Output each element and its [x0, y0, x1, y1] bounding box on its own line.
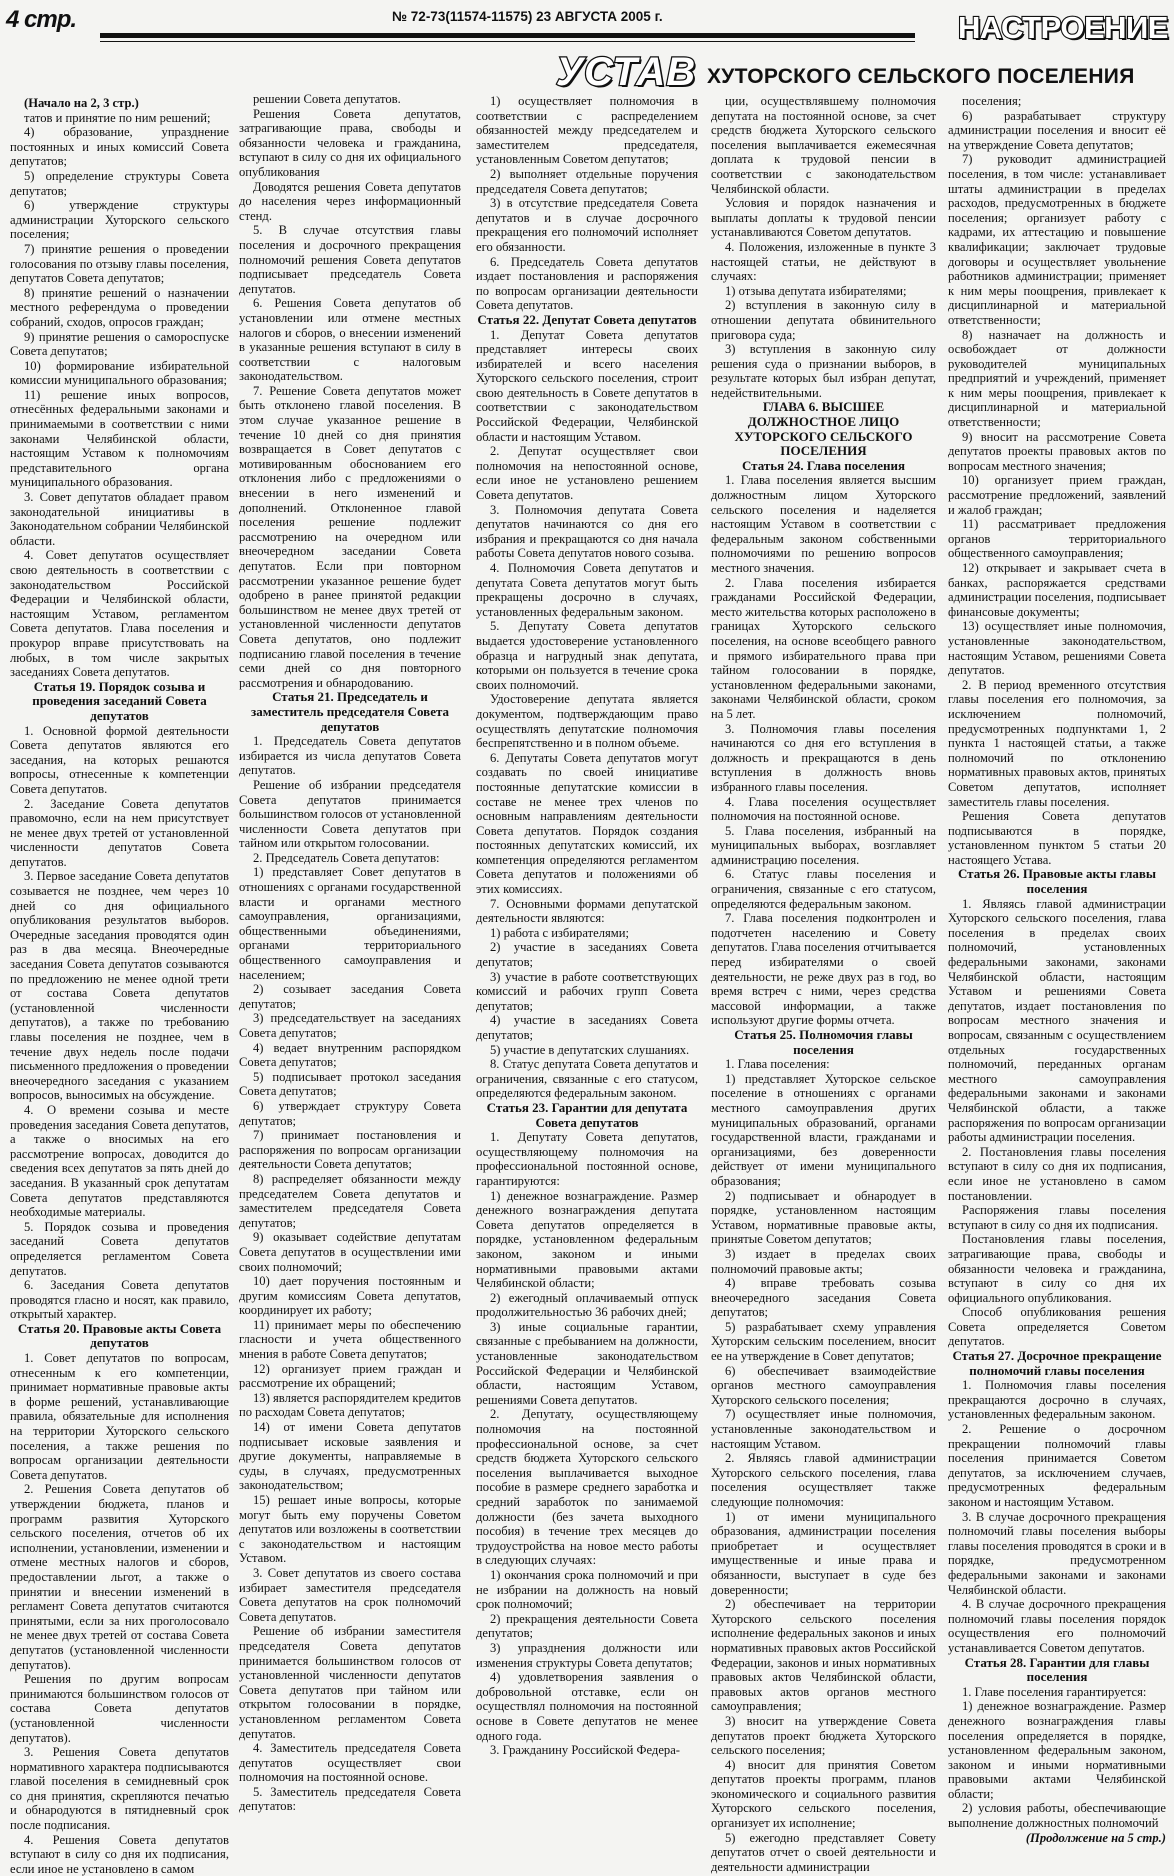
paragraph: 2) выполняет отдельные поручения председателя Совета депутатов;	[476, 166, 698, 196]
paragraph: 1) отзыва депутата избирателями;	[725, 283, 907, 298]
paragraph: 9) вносит на рассмотрение Совета депутатов проекты правовых актов по вопросам местного значения;	[948, 429, 1166, 473]
paragraph: поселения;	[962, 94, 1022, 108]
paragraph: Решения по другим вопросам принимаются большинством голосов от состава Совета депутатов (установленной численности депутатов).	[10, 1672, 229, 1745]
title-main: УСТАВ	[556, 50, 697, 94]
title-subtitle: ХУТОРСКОГО СЕЛЬСКОГО ПОСЕЛЕНИЯ	[707, 65, 1135, 88]
paragraph: 3) в отсутствие председателя Совета депутатов и в случае досрочного прекращения его полномочий исполняет его обязанности.	[476, 196, 698, 254]
paragraph: 1. Депутату Совета депутатов, осуществляющему полномочия на профессиональной постоянной основе, гарантируются:	[476, 1130, 698, 1188]
paragraph: Условия и порядок назначения и выплаты доплаты к трудовой пенсии устанавливаются Советом депутатов.	[711, 196, 936, 240]
paragraph: татов и принятие по ним решений;	[24, 110, 211, 125]
section-rubric: НАСТРОЕНИЕ	[958, 10, 1168, 45]
paragraph: 1) работа с избирателями;	[490, 925, 629, 940]
paragraph: 7. Глава поселения подконтролен и подотчетен населению и Совету депутатов. Глава поселения отчитывается перед избирателями о своей деятельности, не реже двух раз в год, во время встреч с ними, через средства массовой информации, а также используют другие формы отчета.	[711, 911, 936, 1028]
issue-info: № 72-73(11574-11575) 23 АВГУСТА 2005 г.	[392, 9, 663, 24]
paragraph: 10) организует прием граждан, рассмотрение предложений, заявлений и жалоб граждан;	[948, 473, 1166, 517]
paragraph: 4. Совет депутатов осуществляет свою деятельность в соответствии с законодательством Российской Федерации и Челябинской области, настоящим Уставом, регламентом Совета депутатов. Глава поселения и прокурор вправе присутствовать на любых, в том числе закрытых заседаниях Совета депутатов.	[10, 548, 229, 680]
paragraph: 5) ежегодно представляет Совету депутатов отчет о своей деятельности и деятельности администрации	[711, 1830, 936, 1874]
text-column-2	[239, 92, 461, 1814]
paragraph: 4) ведает внутренним распорядком Совета депутатов;	[239, 1040, 461, 1070]
paragraph: 13) осуществляет иные полномочия, установленные законодательством, настоящим Уставом, решениями Совета депутатов.	[948, 619, 1166, 678]
paragraph: ции, осуществлявшему полномочия депутата на постоянной основе, за счет средств бюджета Хуторского сельского поселения выплачивается ежемесячная доплата к трудовой пенсии в соответствии с законодательством Челябинской области.	[711, 94, 936, 196]
paragraph: 4. Полномочия Совета депутатов и депутата Совета депутатов могут быть прекращены досрочно в случаях, установленных федеральным законом.	[476, 561, 698, 619]
paragraph: 5) участие в депутатских слушаниях.	[490, 1042, 690, 1057]
paragraph: 7) руководит администрацией поселения, в том числе: устанавливает штаты администрации в пределах расходов, предусмотренных в бюджете поселения; организует работу с кадрами, их аттестацию и повышение квалификации; заключает трудовые договоры и осуществляет увольнение работников администрации; применяет к ним меры поощрения, привлекает к дисциплинарной и материальной ответственности;	[948, 152, 1166, 327]
section-heading: Статья 19. Порядок созыва и проведения заседаний Совета депутатов	[32, 678, 207, 723]
paragraph: 3. Решения Совета депутатов нормативного характера подписываются главой поселения в семидневный срок со дня принятия, скрепляются печатью и обнародуются в пятидневный срок после подписания.	[10, 1745, 229, 1833]
section-heading: Статья 27. Досрочное прекращение полномочий главы поселения	[952, 1348, 1162, 1378]
paragraph: 7) осуществляет иные полномочия, установленные законодательством и настоящим Уставом.	[711, 1407, 936, 1451]
paragraph: 6) утверждает структуру Совета депутатов;	[239, 1098, 461, 1128]
section-heading: Статья 23. Гарантии для депутата Совета депутатов	[486, 1099, 688, 1130]
paragraph: 6) обеспечивает взаимодействие органов местного самоуправления Хуторского сельского поселения;	[711, 1363, 936, 1407]
section-heading: Статья 21. Председатель и заместитель председателя Совета депутатов	[250, 689, 450, 734]
paragraph: 8) принятие решений о назначении местного референдума о проведении собраний, сходов, опросов граждан;	[10, 285, 229, 329]
section-heading: Статья 24. Глава поселения	[741, 457, 906, 473]
continuation-note: (Начало на 2, 3 стр.)	[24, 96, 139, 110]
paragraph: 2. Депутату, осуществляющему полномочия на постоянной профессиональной основе, за счет средств бюджета Хуторского сельского поселения выплачивается выходное пособие в размере среднего заработка и средний заработок по занимаемой должности (без зачета выходного пособия) в течение трех месяцев до трудоустройства на новое место работы в следующих случаях:	[476, 1407, 698, 1568]
paragraph: 1) представляет Хуторское сельское поселение в отношениях с органами местного самоуправления других муниципальных образований, органами государственной власти, гражданами и организациями, без доверенности действует от имени муниципального образования;	[711, 1071, 936, 1188]
paragraph: 7. Решение Совета депутатов может быть отклонено главой поселения. В этом случае указанное решение в течение 10 дней со дня принятия возвращается в Совет депутатов с мотивированным обоснованием его отклонения либо с предложениями о внесении в него изменений и дополнений. Отклоненное главой поселения решение подлежит рассмотрению на очередном или внеочередном заседании Совета депутатов. Если при повторном рассмотрении указанное решение будет одобрено в ранее принятой редакции большинством не менее двух третей от установленной численности депутатов Совета депутатов, оно подлежит подписанию главой поселения в течение семи дней со дня повторного рассмотрения и обнародованию.	[239, 383, 461, 690]
paragraph: Решения Совета депутатов подписываются в порядке, установленном пунктом 5 статьи 20 настоящего Устава.	[948, 809, 1166, 867]
paragraph: 12) открывает и закрывает счета в банках, распоряжается средствами администрации поселения, подписывает финансовые документы;	[948, 561, 1166, 619]
paragraph: 4. О времени созыва и месте проведения заседания Совета депутатов, а также о вносимых на его рассмотрение вопросах, доводится до сведения всех депутатов за пять дней до заседания. В указанный срок депутатам Совета депутатов представляются необходимые материалы.	[10, 1102, 229, 1220]
paragraph: решении Совета депутатов.	[253, 92, 401, 106]
paragraph: 9) принятие решения о самороспуске Совета депутатов;	[10, 329, 229, 359]
paragraph: Постановления главы поселения, затрагивающие права, свободы и обязанности человека и гражданина, вступают в силу со дня их официального опубликования.	[948, 1232, 1166, 1305]
paragraph: 11) решение иных вопросов, отнесённых федеральными законами и принимаемыми в соответствии с ними законами Челябинской области, настоящим Уставом к полномочиям представительного органа муниципального образования.	[10, 387, 229, 490]
paragraph: 10) формирование избирательной комиссии муниципального образования;	[10, 358, 229, 388]
paragraph: 2. Глава поселения избирается гражданами Российской Федерации, место жительства которых расположено в границах Хуторского сельского поселения, на основе всеобщего равного и прямого избирательного права при тайном голосовании в порядке, установленном федеральными законами, законами Челябинской области, сроком на 5 лет.	[711, 575, 936, 721]
paragraph: 11) принимает меры по обеспечению гласности и учета общественного мнения в работе Совета депутатов;	[239, 1317, 461, 1362]
paragraph: 4. Глава поселения осуществляет полномочия на постоянной основе.	[711, 794, 936, 824]
paragraph: 4. Решения Совета депутатов вступают в силу со дня их подписания, если иное не установлено в самом	[10, 1832, 229, 1876]
paragraph: 3. Совет депутатов обладает правом законодательной инициативы в Законодательном собрании Челябинской области.	[10, 490, 229, 548]
paragraph: 7) принятие решения о проведении голосования по отзыву главы поселения, депутатов Совета депутатов;	[10, 241, 229, 286]
article-title	[0, 50, 1174, 92]
paragraph: 1. Являясь главой администрации Хуторского сельского поселения, глава поселения в пределах своих полномочий, установленных федеральными законами, законами Челябинской области, настоящим Уставом и решениями Совета депутатов, издает постановления по вопросам местного значения и вопросам, связанным с осуществлением отдельных государственных полномочий, переданных органам местного самоуправления федеральными законами и законами Челябинской области, а также распоряжения по вопросам организации работы администрации поселения.	[948, 896, 1166, 1145]
section-heading: Статья 28. Гарантии для главы поселения	[964, 1654, 1150, 1685]
paragraph: 2. Председатель Совета депутатов:	[253, 850, 440, 865]
paragraph: Удостоверение депутата является документом, подтверждающим право осуществлять депутатские полномочия беспрепятственно и в полном объеме.	[476, 692, 698, 751]
paragraph: 15) решает иные вопросы, которые могут быть ему поручены Советом депутатов или возложены в соответствии с законодательством и настоящим Уставом.	[239, 1493, 461, 1566]
paragraph: 5. Порядок созыва и проведения заседаний Совета депутатов определяется регламентом Совета депутатов.	[10, 1219, 229, 1278]
paragraph: 1) представляет Совет депутатов в отношениях с органами государственной власти и органами местного самоуправления, организациями, общественными объединениями, органами территориального общественного самоуправления и населением;	[239, 865, 461, 982]
masthead	[0, 0, 1174, 50]
paragraph: 2) созывает заседания Совета депутатов;	[239, 982, 461, 1011]
paragraph: 3. Полномочия главы поселения начинаются со дня его вступления в должность и прекращаются в день вступления в должность вновь избранного главы поселения.	[711, 721, 936, 794]
paragraph: 2. Заседание Совета депутатов правомочно, если на нем присутствует не менее двух третей от установленной численности депутатов Совета депутатов.	[10, 796, 229, 869]
paragraph: Распоряжения главы поселения вступают в силу со дня их подписания.	[948, 1203, 1166, 1232]
paragraph: 4) вносит для принятия Советом депутатов проекты программ, планов экономического и социального развития Хуторского сельского поселения, организует их исполнение;	[711, 1757, 936, 1831]
paragraph: 7) принимает постановления и распоряжения по вопросам организации деятельности Совета депутатов;	[239, 1128, 461, 1172]
paragraph: 12) организует прием граждан и рассмотрение их обращений;	[239, 1361, 461, 1391]
paragraph: 11) рассматривает предложения органов территориального общественного самоуправления;	[948, 517, 1166, 561]
paragraph: 1) денежное вознаграждение. Размер денежного вознаграждения главы поселения определяется в порядке, установленном федеральным законом, законом и иными нормативными правовыми актами Челябинской области;	[948, 1699, 1166, 1801]
paragraph: 5. Заместитель председателя Совета депутатов:	[239, 1784, 461, 1814]
paragraph: Способ опубликования решения Совета определяется Советом депутатов.	[948, 1305, 1166, 1349]
paragraph: 3) упразднения должности или изменения структуры Совета депутатов;	[476, 1640, 698, 1670]
paragraph: 6. Заседания Совета депутатов проводятся гласно и носят, как правило, открытый характер.	[10, 1278, 229, 1322]
paragraph: Решение об избрании председателя Совета депутатов принимается большинством голосов от установленной численности Совета депутатов при тайном или открытом голосовании.	[239, 777, 461, 851]
paragraph: 4. В случае досрочного прекращения полномочий главы поселения порядок осуществления его полномочий устанавливается Советом депутатов.	[948, 1597, 1166, 1655]
text-column-4	[711, 94, 936, 1874]
paragraph: 1) осуществляет полномочия в соответствии с распределением обязанностей между председателем и заместителем председателя, установленным Советом депутатов;	[476, 94, 698, 167]
paragraph: 2. В период временного отсутствия главы поселения его полномочия, за исключением полномочий, предусмотренных подпунктами 1, 2 пункта 1 настоящей статьи, а также полномочий по отклонению нормативных правовых актов, принятых Советом депутатов, исполняет заместитель главы поселения.	[948, 677, 1166, 809]
section-heading: Статья 26. Правовые акты главы поселения	[957, 866, 1157, 897]
paragraph: 1. Глава поселения:	[725, 1057, 830, 1072]
paragraph: 6. Председатель Совета депутатов издает постановления и распоряжения по вопросам организации деятельности Совета депутатов.	[476, 254, 698, 313]
paragraph: 2. Решение о досрочном прекращении полномочий главы поселения принимается Советом депутатов, за исключением случаев, предусмотренных федеральным законом и настоящим Уставом.	[948, 1422, 1166, 1509]
paragraph: 5. Депутату Совета депутатов выдается удостоверение установленного образца и нагрудный знак депутата, которыми он пользуется в течение срока своих полномочий.	[476, 619, 698, 692]
paragraph: 7. Основными формами депутатской деятельности являются:	[476, 896, 698, 926]
paragraph: 1. Полномочия главы поселения прекращаются досрочно в случаях, установленных федеральным законом.	[948, 1378, 1166, 1422]
paragraph: 4) участие в заседаниях Совета депутатов;	[476, 1013, 698, 1042]
paragraph: 1. Главе поселения гарантируется:	[962, 1684, 1147, 1699]
paragraph: 2) участие в заседаниях Совета депутатов;	[476, 940, 698, 970]
paragraph: 1) окончания срока полномочий и при не избрании на должность на новый срок полномочий;	[476, 1567, 698, 1612]
paragraph: 4) удовлетворения заявления о добровольной отставке, если он осуществлял полномочия на постоянной основе в Совете депутатов не менее одного года.	[476, 1670, 698, 1743]
paragraph: 4) вправе требовать созыва внеочередного заседания Совета депутатов;	[711, 1276, 936, 1320]
paragraph: 2. Решения Совета депутатов об утверждении бюджета, планов и программ развития Хуторского сельского поселения, отчетов об их исполнении, установлении, изменении и отмене местных налогов и сборов, предоставлении льгот, а также о принятии и внесении изменений в регламент Совета депутатов считаются принятыми, если за них проголосовало не менее двух третей от состава Совета депутатов (установленной численности депутатов).	[10, 1482, 229, 1672]
paragraph: 1. Глава поселения является высшим должностным лицом Хуторского сельского поселения и наделяется настоящим Уставом в соответствии с федеральным законом собственными полномочиями по решению вопросов местного значения.	[711, 473, 936, 575]
paragraph: 4) образование, упразднение постоянных и иных комиссий Совета депутатов;	[10, 125, 229, 169]
paragraph: 5) определение структуры Совета депутатов;	[10, 168, 229, 198]
continued-note: (Продолжение на 5 стр.)	[1025, 1830, 1166, 1845]
section-heading: Статья 25. Полномочия главы поселения	[734, 1027, 913, 1057]
paragraph: 1) денежное вознаграждение. Размер денежного вознаграждения депутата Совета депутатов определяется в порядке, установленном федеральным законом, законом и иными нормативными правовыми актами Челябинской области;	[476, 1188, 698, 1291]
paragraph: 2) условия работы, обеспечивающие выполнение должностных полномочий	[948, 1801, 1166, 1831]
text-column-1	[10, 96, 229, 1876]
section-heading: ГЛАВА 6. ВЫСШЕЕ ДОЛЖНОСТНОЕ ЛИЦО ХУТОРСКОГО СЕЛЬСКОГО ПОСЕЛЕНИЯ	[734, 399, 913, 459]
paragraph: 2) прекращения деятельности Совета депутатов;	[476, 1611, 698, 1641]
paragraph: 2. Постановления главы поселения вступают в силу со дня их подписания, если иное не установлено в самом постановлении.	[948, 1144, 1166, 1203]
paragraph: 13) является распорядителем кредитов по расходам Совета депутатов;	[239, 1390, 461, 1420]
paragraph: 3. В случае досрочного прекращения полномочий главы поселения выборы главы поселения проводятся в сроки и в порядке, предусмотренном федеральными законами и законами Челябинской области.	[948, 1509, 1166, 1597]
paragraph: 10) дает поручения постоянным и другим комиссиям Совета депутатов, координирует их работу;	[239, 1274, 461, 1318]
paragraph: 1. Основной формой деятельности Совета депутатов являются его заседания, на которых решаются вопросы, отнесенные к компетенции Совета депутатов.	[10, 723, 229, 796]
paragraph: 14) от имени Совета депутатов подписывает исковые заявления и другие документы, направляемые в суды, в случаях, предусмотренных законодательством;	[239, 1420, 461, 1493]
paragraph: 3. Совет депутатов из своего состава избирает заместителя председателя Совета депутатов на срок полномочий Совета депутатов.	[239, 1565, 461, 1624]
paragraph: 4. Положения, изложенные в пункте 3 настоящей статьи, не действуют в случаях:	[711, 239, 936, 284]
paragraph: 8) распределяет обязанности между председателем Совета депутатов и заместителем председателя Совета депутатов;	[239, 1171, 461, 1230]
section-heading: Статья 20. Правовые акты Совета депутатов	[17, 1320, 222, 1351]
header-rule-thin	[100, 41, 915, 42]
paragraph: 6. Решения Совета депутатов об установлении или отмене местных налогов и сборов, о внесении изменений в указанные решения вступают в силу в соответствии с налоговым законодательством.	[239, 296, 461, 384]
paragraph: Решения Совета депутатов, затрагивающие права, свободы и обязанности человека и гражданина, вступают в силу со дня их официального опубликования	[239, 106, 461, 179]
paragraph: 8) назначает на должность и освобождает от должности руководителей муниципальных предприятий и учреждений, применяет к ним меры поощрения, привлекает к дисциплинарной и материальной ответственности;	[948, 327, 1166, 430]
paragraph: 2) обеспечивает на территории Хуторского сельского поселения исполнение федеральных законов и иных нормативных правовых актов Российской Федерации, законов и иных нормативных правовых актов Челябинской области, правовых актов органов местного самоуправления;	[711, 1597, 936, 1714]
paragraph: 3. Полномочия депутата Совета депутатов начинаются со дня его избрания и прекращаются со дня начала работы Совета депутатов нового созыва.	[476, 502, 698, 561]
paragraph: Решение об избрании заместителя председателя Совета депутатов принимается большинством голосов от установленной численности депутатов Совета депутатов при тайном или открытом голосовании в порядке, установленном регламентом Совета депутатов.	[239, 1624, 461, 1741]
paragraph: 2) подписывает и обнародует в порядке, установленном настоящим Уставом, нормативные правовые акты, принятые Советом депутатов;	[711, 1188, 936, 1247]
paragraph: 3) вступления в законную силу решения суда о признании выборов, в результате которых был избран депутат, недействительными.	[711, 342, 936, 400]
paragraph: 6. Депутаты Совета депутатов могут создавать по своей инициативе постоянные депутатские комиссии в составе не менее трех членов по основным направлениям деятельности Совета депутатов. Порядок создания постоянных депутатских комиссий, их компетенция определяются регламентом Совета депутатов и положениями об этих комиссиях.	[476, 750, 698, 897]
paragraph: 1. Депутат Совета депутатов представляет интересы своих избирателей и всего населения Хуторского сельского поселения, строит свою деятельность в Совете депутатов в соответствии с законодательством Российской Федерации, Челябинской области и настоящим Уставом.	[476, 327, 698, 444]
section-heading: Статья 22. Депутат Совета депутатов	[477, 311, 697, 327]
paragraph: 3) вносит на утверждение Совета депутатов проект бюджета Хуторского сельского поселения;	[711, 1713, 936, 1758]
paragraph: 1. Совет депутатов по вопросам, отнесенным к его компетенции, принимает нормативные правовые акты в форме решений, устанавливающие правила, обязательные для исполнения на территории Хуторского сельского поселения, а также решения по вопросам организации деятельности Совета депутатов.	[10, 1351, 229, 1482]
paragraph: Доводятся решения Совета депутатов до населения через информационный стенд.	[239, 179, 461, 223]
header-rule	[100, 33, 915, 38]
paragraph: 5) разрабатывает схему управления Хуторским сельским поселением, вносит ее на утверждение в Совет депутатов;	[711, 1319, 936, 1364]
paragraph: 3) издает в пределах своих полномочий правовые акты;	[711, 1246, 936, 1276]
paragraph: 6) утверждение структуры администрации Хуторского сельского поселения;	[10, 198, 229, 242]
paragraph: 2. Являясь главой администрации Хуторского сельского поселения, глава поселения осуществляет также следующие полномочия:	[711, 1451, 936, 1509]
page-number: 4 стр.	[6, 6, 77, 33]
paragraph: 1) от имени муниципального образования, администрации поселения приобретает и осуществляет имущественные и иные права и обязанности, выступает в суде без доверенности;	[711, 1509, 936, 1597]
paragraph: 2. Депутат осуществляет свои полномочия на непостоянной основе, если иное не установлено решением Совета депутатов.	[476, 444, 698, 503]
paragraph: 8. Статус депутата Совета депутатов и ограничения, связанные с его статусом, определяются федеральным законом.	[476, 1057, 698, 1101]
paragraph: 4. Заместитель председателя Совета депутатов осуществляет свои полномочия на постоянной основе.	[239, 1741, 461, 1785]
paragraph: 3) участие в работе соответствующих комиссий и рабочих групп Совета депутатов;	[476, 969, 698, 1013]
paragraph: 3. Первое заседание Совета депутатов созывается не позднее, чем через 10 дней со дня официального опубликования результатов выборов. Очередные заседания проводятся один раз в два месяца. Внеочередные заседания Совета депутатов созываются по предложению не менее одной трети от состава Совета депутатов (установленной численности депутатов), а также по требованию главы поселения не позднее, чем в течение двух недель после подачи письменного предложения о проведении внеочередного заседания с указанием вопросов, выносимых на обсуждение.	[10, 869, 229, 1103]
paragraph: 6) разрабатывает структуру администрации поселения и вносит её на утверждение Совета депутатов;	[948, 108, 1166, 152]
paragraph: 3) председательствует на заседаниях Совета депутатов;	[239, 1011, 461, 1040]
paragraph: 3. Гражданину Российской Федера-	[490, 1743, 680, 1758]
paragraph: 5. Глава поселения, избранный на муниципальных выборах, возглавляет администрацию поселения.	[711, 823, 936, 867]
paragraph: 2) ежегодный оплачиваемый отпуск продолжительностью 36 рабочих дней;	[476, 1290, 698, 1320]
paragraph: 5. В случае отсутствия главы поселения и досрочного прекращения полномочий решения Совета депутатов подписывает председатель Совета депутатов.	[239, 223, 461, 296]
paragraph: 5) подписывает протокол заседания Совета депутатов;	[239, 1069, 461, 1099]
paragraph: 1. Председатель Совета депутатов избирается из числа депутатов Совета депутатов.	[239, 734, 461, 778]
text-column-3	[476, 94, 698, 1758]
text-column-5	[948, 94, 1166, 1845]
paragraph: 2) вступления в законную силу в отношении депутата обвинительного приговора суда;	[711, 298, 936, 342]
paragraph: 3) иные социальные гарантии, связанные с пребыванием на должности, установленные законодательством Российской Федерации и Челябинской области, настоящим Уставом, решениями Совета депутатов.	[476, 1319, 698, 1407]
paragraph: 9) оказывает содействие депутатам Совета депутатов в осуществлении ими своих полномочий;	[239, 1230, 461, 1274]
paragraph: 6. Статус главы поселения и ограничения, связанные с его статусом, определяются федеральным законом.	[711, 867, 936, 911]
